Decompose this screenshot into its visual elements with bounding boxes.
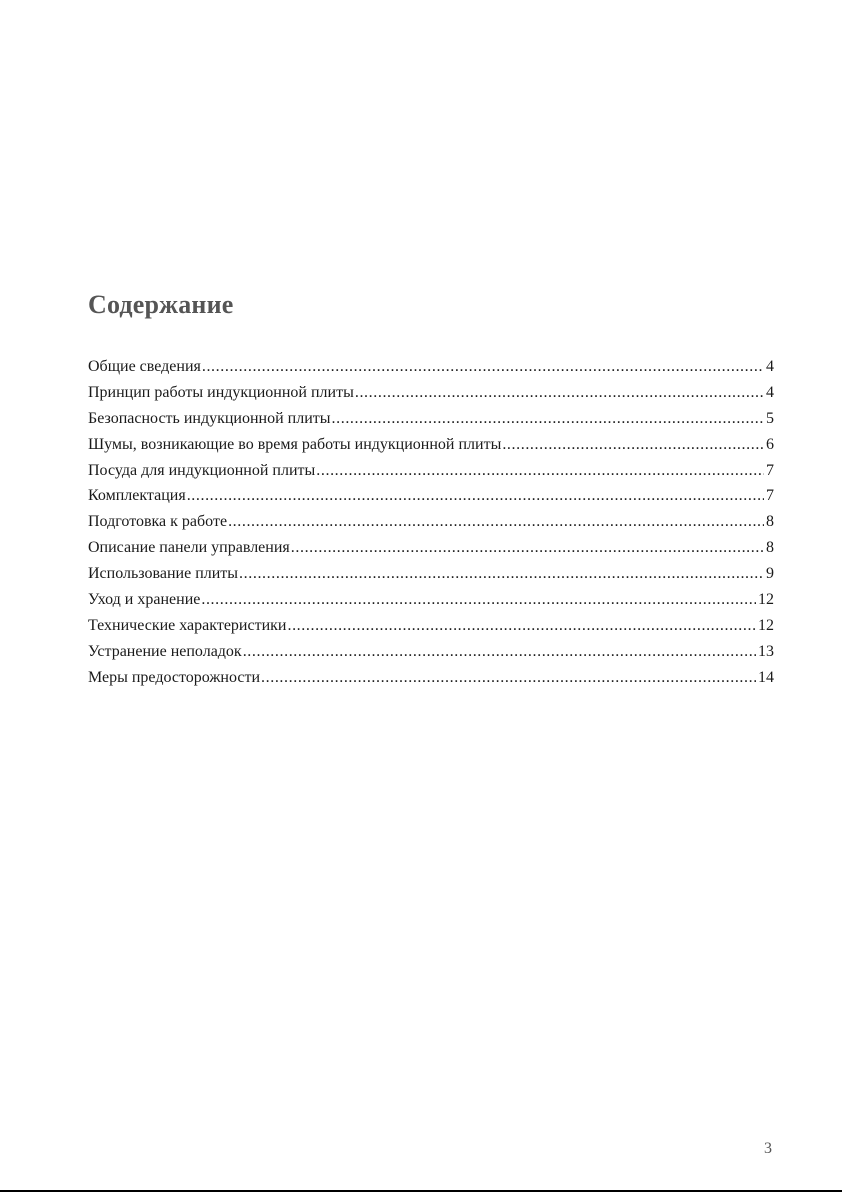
toc-entry-noises[interactable]: [88, 432, 774, 458]
toc-dot-leader: [201, 587, 756, 613]
toc-entry-operating-principle[interactable]: [88, 380, 774, 406]
toc-entry-label: Посуда для индукционной плиты: [88, 461, 316, 479]
toc-dot-leader: [287, 613, 756, 639]
toc-entry-package-contents[interactable]: [88, 483, 774, 509]
toc-entry-safety[interactable]: [88, 406, 774, 432]
toc-entry-preparation[interactable]: [88, 509, 774, 535]
toc-entry-label: Описание панели управления: [88, 539, 290, 557]
toc-dot-leader: [261, 665, 756, 691]
toc-entry-page: 8: [766, 539, 774, 557]
toc-dot-leader: [291, 535, 764, 561]
toc-entry-page: 14: [758, 668, 774, 686]
toc-entry-page: 9: [766, 565, 774, 583]
bottom-rule: [0, 1190, 842, 1192]
toc-entry-page: 13: [758, 642, 774, 660]
toc-entry-usage[interactable]: [88, 561, 774, 587]
toc-entry-control-panel[interactable]: [88, 535, 774, 561]
toc-entry-page: 5: [766, 409, 774, 427]
toc-dot-leader: [355, 380, 764, 406]
toc-dot-leader: [202, 354, 764, 380]
toc-entry-page: 12: [758, 591, 774, 609]
toc-entry-page: 7: [766, 487, 774, 505]
toc-entry-troubleshooting[interactable]: [88, 639, 774, 665]
toc-entry-label: Уход и хранение: [88, 591, 201, 609]
toc-dot-leader: [187, 483, 764, 509]
toc-entry-page: 8: [766, 513, 774, 531]
toc-dot-leader: [239, 561, 764, 587]
toc-dot-leader: [228, 509, 764, 535]
page-number: 3: [764, 1140, 772, 1157]
toc-entry-page: 4: [766, 383, 774, 401]
toc-entry-label: Принцип работы индукционной плиты: [88, 383, 354, 401]
toc-entry-label: Технические характеристики: [88, 616, 287, 634]
toc-dot-leader: [502, 432, 764, 458]
toc-entry-page: 7: [766, 461, 774, 479]
toc-entry-care-storage[interactable]: [88, 587, 774, 613]
toc-entry-label: Комплектация: [88, 487, 186, 505]
toc-entry-specifications[interactable]: [88, 613, 774, 639]
toc-entry-precautions[interactable]: [88, 665, 774, 691]
toc-title: Содержание: [88, 290, 234, 319]
toc-entry-page: 6: [766, 435, 774, 453]
toc-dot-leader: [332, 406, 764, 432]
toc-dot-leader: [243, 639, 756, 665]
toc-entry-cookware[interactable]: [88, 458, 774, 484]
toc-entry-label: Устранение неполадок: [88, 642, 242, 660]
toc-entry-label: Меры предосторожности: [88, 668, 261, 686]
toc-entry-label: Безопасность индукционной плиты: [88, 409, 331, 427]
toc-entry-label: Шумы, возникающие во время работы индукционной плиты: [88, 435, 502, 453]
toc-entry-page: 12: [758, 616, 774, 634]
toc-entry-page: 4: [766, 358, 774, 375]
toc-entry-label: Подготовка к работе: [88, 513, 228, 531]
toc-dot-leader: [316, 458, 764, 484]
toc-entry-label: Использование плиты: [88, 565, 239, 583]
toc-entry-label: Общие сведения: [88, 358, 201, 375]
toc-entry-general-info[interactable]: [88, 354, 774, 380]
toc-list: [88, 354, 774, 691]
